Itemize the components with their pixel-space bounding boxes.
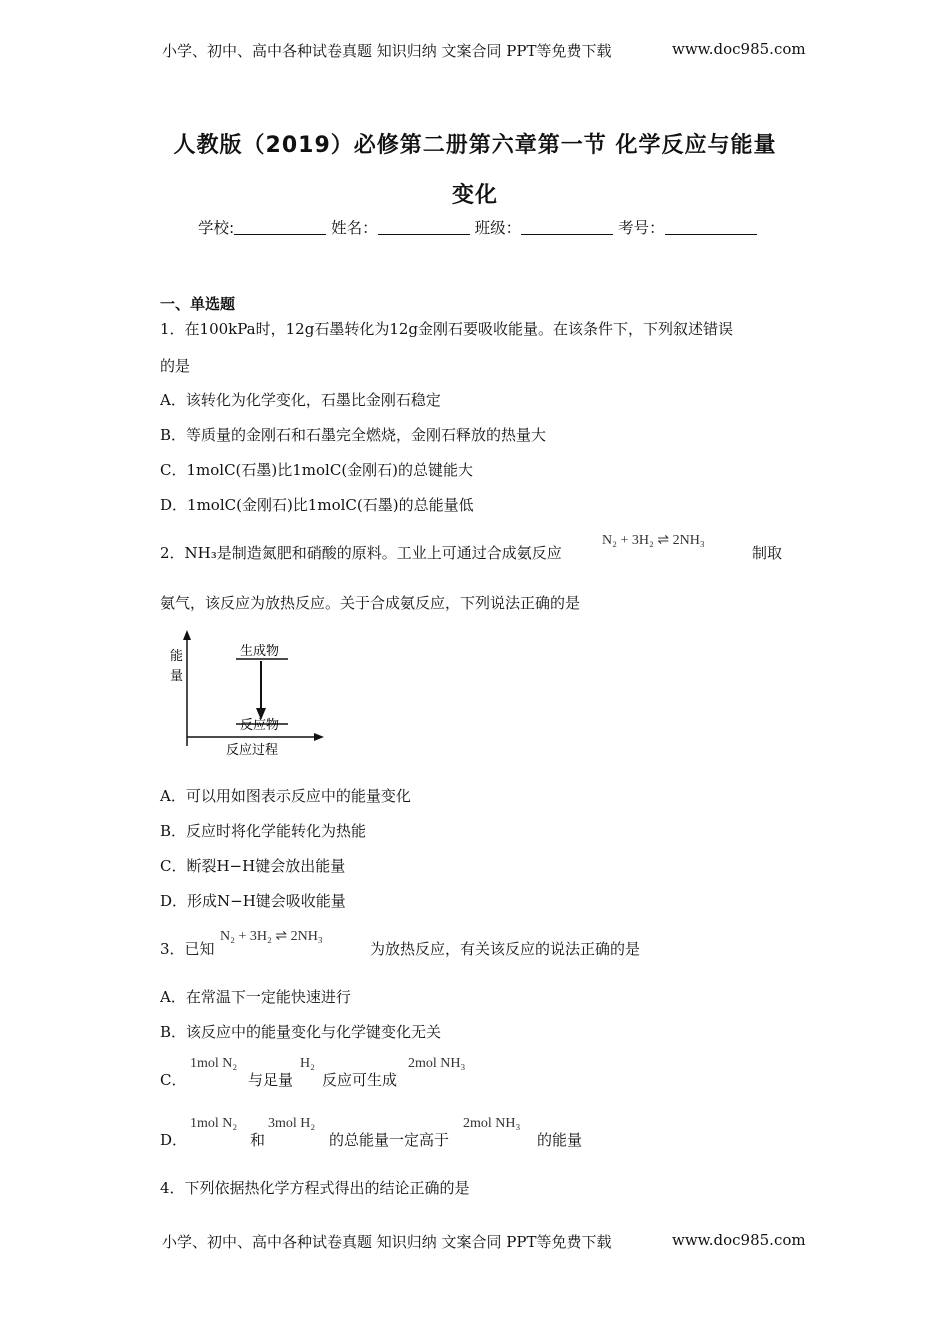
q3-stem-end: 为放热反应，有关该反应的说法正确的是 [370, 940, 641, 958]
number-blank[interactable] [665, 220, 757, 235]
q2-formula [602, 532, 705, 549]
x-axis-arrowhead [314, 733, 324, 741]
q3-option-c-formula-1: 1mol N₂ [190, 1056, 238, 1071]
q3-formula: N₂ + 3H₂ ⇌ 2NH₃ [220, 929, 323, 944]
q2-stem [160, 542, 562, 563]
q3-option-c-label[interactable]: C． [160, 1071, 187, 1089]
name-label: 姓名： [331, 219, 378, 237]
q4-stem: 4．下列依据热化学方程式得出的结论正确的是 [160, 1179, 470, 1197]
page-title: 人教版（2019）必修第二册第六章第一节 化学反应与能量 [173, 133, 777, 158]
footer-site-link[interactable]: www.doc985.com [672, 1231, 806, 1249]
q1-option-b[interactable]: B．等质量的金刚石和石墨完全燃烧，金刚石释放的热量大 [160, 426, 547, 444]
q2-stem-end: 制取 [752, 544, 783, 562]
q3-option-b[interactable]: B．该反应中的能量变化与化学键变化无关 [160, 1023, 442, 1041]
q3-option-d-text-2: 的总能量一定高于 [329, 1131, 450, 1149]
q1-option-c[interactable]: C．1molC(石墨)比1molC(金刚石)的总键能大 [160, 461, 474, 479]
q2-stem-start: 2．NH₃是制造氮肥和硝酸的原料。工业上可通过合成氨反应 [160, 544, 562, 562]
number-label: 考号： [618, 219, 665, 237]
y-axis-label-2: 量 [170, 669, 184, 684]
page-header [162, 40, 806, 61]
bottom-level-label: 反应物 [240, 718, 280, 733]
q1-option-d[interactable]: D．1molC(金刚石)比1molC(石墨)的总能量低 [160, 496, 474, 514]
x-axis-label: 反应过程 [226, 743, 279, 758]
q3-option-d-formula-2: 3mol H₂ [268, 1116, 316, 1131]
q1-option-a[interactable]: A．该转化为化学变化，石墨比金刚石稳定 [160, 391, 441, 409]
q1-stem: 1．在100kPa时，12g石墨转化为12g金刚石要吸收能量。在该条件下，下列叙述错误 [160, 320, 734, 338]
q3-option-d-text-3: 的能量 [537, 1131, 583, 1149]
q2-option-c[interactable]: C．断裂H−H键会放出能量 [160, 857, 346, 875]
section-heading: 一、单选题 [160, 295, 236, 313]
page-footer [162, 1231, 806, 1252]
y-axis-label-1: 能 [170, 649, 184, 664]
q3-option-d-text-1: 和 [250, 1131, 266, 1149]
q3-option-c-formula-2: H₂ [300, 1056, 315, 1071]
q2-formula-left: N₂ + 3H₂ [602, 533, 654, 548]
q3-option-a[interactable]: A．在常温下一定能快速进行 [160, 988, 351, 1006]
name-blank[interactable] [378, 220, 470, 235]
q3-option-c-text-2: 反应可生成 [322, 1071, 398, 1089]
q3-stem-start: 3．已知 [160, 940, 215, 958]
school-blank[interactable] [234, 220, 326, 235]
y-axis-arrowhead [183, 630, 191, 640]
q2-option-d[interactable]: D．形成N−H键会吸收能量 [160, 892, 346, 910]
class-label: 班级： [474, 219, 522, 237]
header-site-link[interactable]: www.doc985.com [672, 40, 806, 58]
q3-option-d-formula-1: 1mol N₂ [190, 1116, 238, 1131]
page-title-line2: 变化 [451, 183, 498, 208]
footer-text: 小学、初中、高中各种试卷真题 知识归纳 文案合同 PPT等免费下载 [162, 1233, 612, 1251]
q2-option-a[interactable]: A．可以用如图表示反应中的能量变化 [160, 787, 411, 805]
school-label: 学校: [198, 219, 235, 237]
q3-option-d-label[interactable]: D． [160, 1131, 188, 1149]
q2-formula-arrow: ⇌ [657, 533, 670, 548]
student-info [198, 216, 757, 238]
top-level-label: 生成物 [240, 644, 280, 659]
q3-option-c-text-1: 与足量 [248, 1071, 294, 1089]
q3-option-d-formula-3: 2mol NH₃ [463, 1116, 521, 1131]
q2-stem-cont: 氨气，该反应为放热反应。关于合成氨反应，下列说法正确的是 [160, 594, 581, 612]
header-text: 小学、初中、高中各种试卷真题 知识归纳 文案合同 PPT等免费下载 [162, 42, 612, 60]
q2-option-b[interactable]: B．反应时将化学能转化为热能 [160, 822, 367, 840]
energy-diagram [160, 628, 330, 763]
q1-stem-cont: 的是 [160, 357, 191, 375]
q3-option-c-formula-3: 2mol NH₃ [408, 1056, 466, 1071]
class-blank[interactable] [521, 220, 613, 235]
q2-formula-right: 2NH₃ [672, 533, 705, 548]
